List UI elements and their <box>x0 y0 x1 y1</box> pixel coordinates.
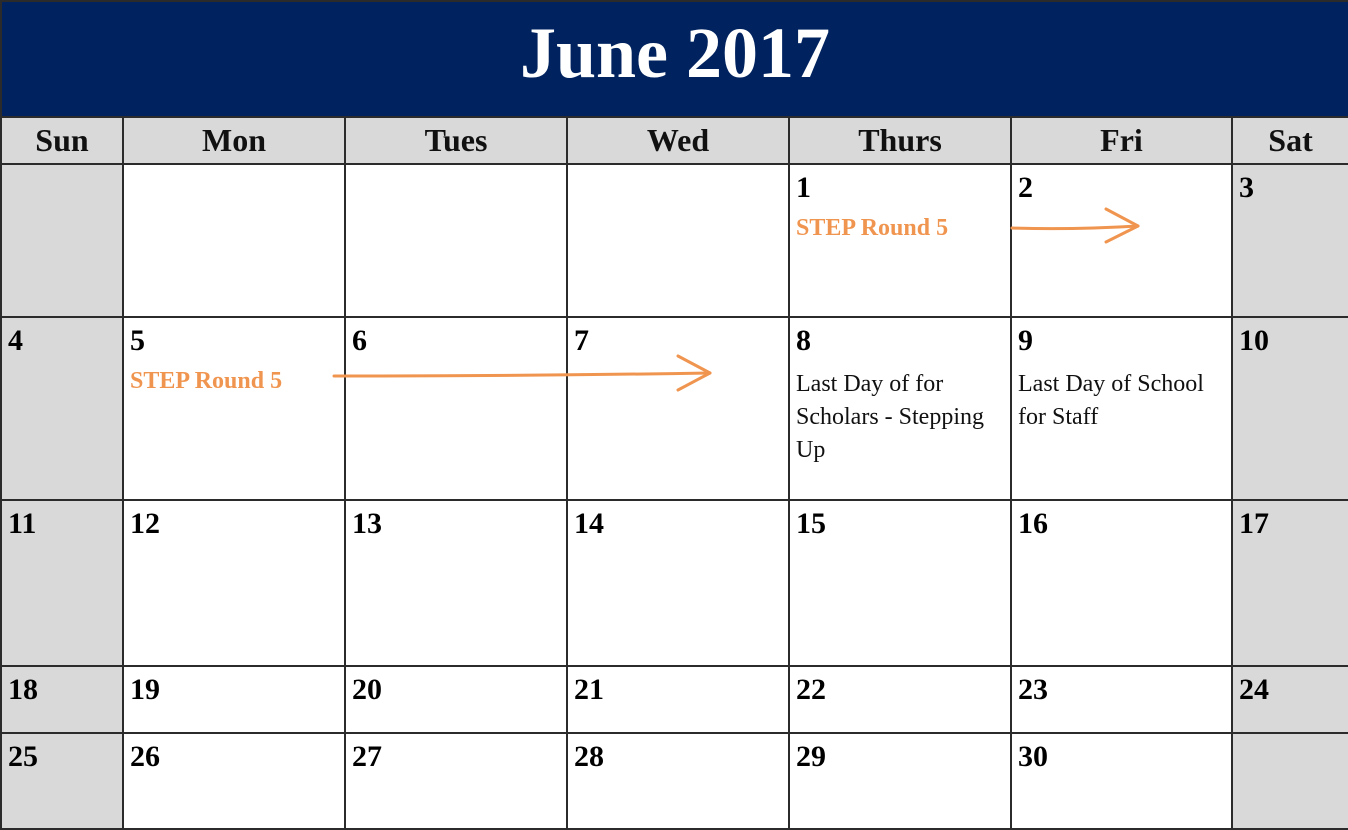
day-cell-17 <box>1232 500 1348 666</box>
day-number: 15 <box>796 507 826 540</box>
day-cell-30 <box>1011 733 1232 829</box>
day-cell-6 <box>345 317 567 500</box>
day-number: 25 <box>8 740 38 773</box>
day-cell-27 <box>345 733 567 829</box>
event-step-round-5: STEP Round 5 <box>796 215 949 241</box>
day-cell-19 <box>123 666 345 733</box>
day-cell-5 <box>123 317 345 500</box>
weekday-header-row <box>1 117 1348 164</box>
day-number: 1 <box>796 171 811 204</box>
weekday-sat: Sat <box>1232 117 1348 164</box>
week-row <box>1 164 1348 317</box>
week-row <box>1 500 1348 666</box>
day-number: 12 <box>130 507 160 540</box>
day-number: 7 <box>574 324 589 357</box>
weekday-wed: Wed <box>567 117 789 164</box>
day-cell-14 <box>567 500 789 666</box>
day-number: 13 <box>352 507 382 540</box>
day-number: 14 <box>574 507 604 540</box>
month-title: June 2017 <box>519 13 831 93</box>
day-number: 20 <box>352 673 382 706</box>
day-cell-28 <box>567 733 789 829</box>
day-cell-10 <box>1232 317 1348 500</box>
day-number: 8 <box>796 324 811 357</box>
day-number: 28 <box>574 740 604 773</box>
day-cell-20 <box>345 666 567 733</box>
day-cell-12 <box>123 500 345 666</box>
day-number: 11 <box>8 507 37 540</box>
day-cell-9 <box>1011 317 1232 500</box>
event-step-round-5: STEP Round 5 <box>130 368 283 394</box>
day-cell-8 <box>789 317 1011 500</box>
day-cell-empty <box>123 164 345 317</box>
day-cell-16 <box>1011 500 1232 666</box>
day-cell-18 <box>1 666 123 733</box>
day-cell-empty <box>1232 733 1348 829</box>
day-number: 27 <box>352 740 382 773</box>
day-cell-22 <box>789 666 1011 733</box>
day-number: 22 <box>796 673 826 706</box>
day-number: 3 <box>1239 171 1254 204</box>
day-cell-21 <box>567 666 789 733</box>
day-cell-13 <box>345 500 567 666</box>
day-number: 16 <box>1018 507 1048 540</box>
day-number: 18 <box>8 673 38 706</box>
day-cell-11 <box>1 500 123 666</box>
event-last-day-scholars: Last Day of for Scholars - Stepping Up <box>796 371 984 463</box>
day-cell-4 <box>1 317 123 500</box>
day-cell-empty <box>567 164 789 317</box>
day-cell-3 <box>1232 164 1348 317</box>
week-row <box>1 317 1348 500</box>
day-number: 26 <box>130 740 160 773</box>
week-row <box>1 733 1348 829</box>
day-number: 30 <box>1018 740 1048 773</box>
day-cell-15 <box>789 500 1011 666</box>
day-cell-empty <box>1 164 123 317</box>
weekday-mon: Mon <box>123 117 345 164</box>
day-cell-29 <box>789 733 1011 829</box>
day-cell-7 <box>567 317 789 500</box>
day-number: 2 <box>1018 171 1033 204</box>
event-last-day-staff: Last Day of School for Staff <box>1018 371 1204 430</box>
day-cell-2 <box>1011 164 1232 317</box>
day-cell-26 <box>123 733 345 829</box>
day-number: 4 <box>8 324 23 357</box>
weekday-thu: Thurs <box>789 117 1011 164</box>
day-number: 29 <box>796 740 826 773</box>
day-number: 10 <box>1239 324 1269 357</box>
week-row <box>1 666 1348 733</box>
day-cell-empty <box>345 164 567 317</box>
day-number: 6 <box>352 324 367 357</box>
day-cell-1 <box>789 164 1011 317</box>
weekday-fri: Fri <box>1011 117 1232 164</box>
day-cell-23 <box>1011 666 1232 733</box>
day-number: 9 <box>1018 324 1033 357</box>
day-number: 19 <box>130 673 160 706</box>
calendar-header <box>1 1 1348 117</box>
weekday-sun: Sun <box>1 117 123 164</box>
day-number: 23 <box>1018 673 1048 706</box>
day-number: 17 <box>1239 507 1269 540</box>
day-number: 21 <box>574 673 604 706</box>
day-cell-24 <box>1232 666 1348 733</box>
weekday-tue: Tues <box>345 117 567 164</box>
day-number: 24 <box>1239 673 1269 706</box>
day-cell-25 <box>1 733 123 829</box>
day-number: 5 <box>130 324 145 357</box>
